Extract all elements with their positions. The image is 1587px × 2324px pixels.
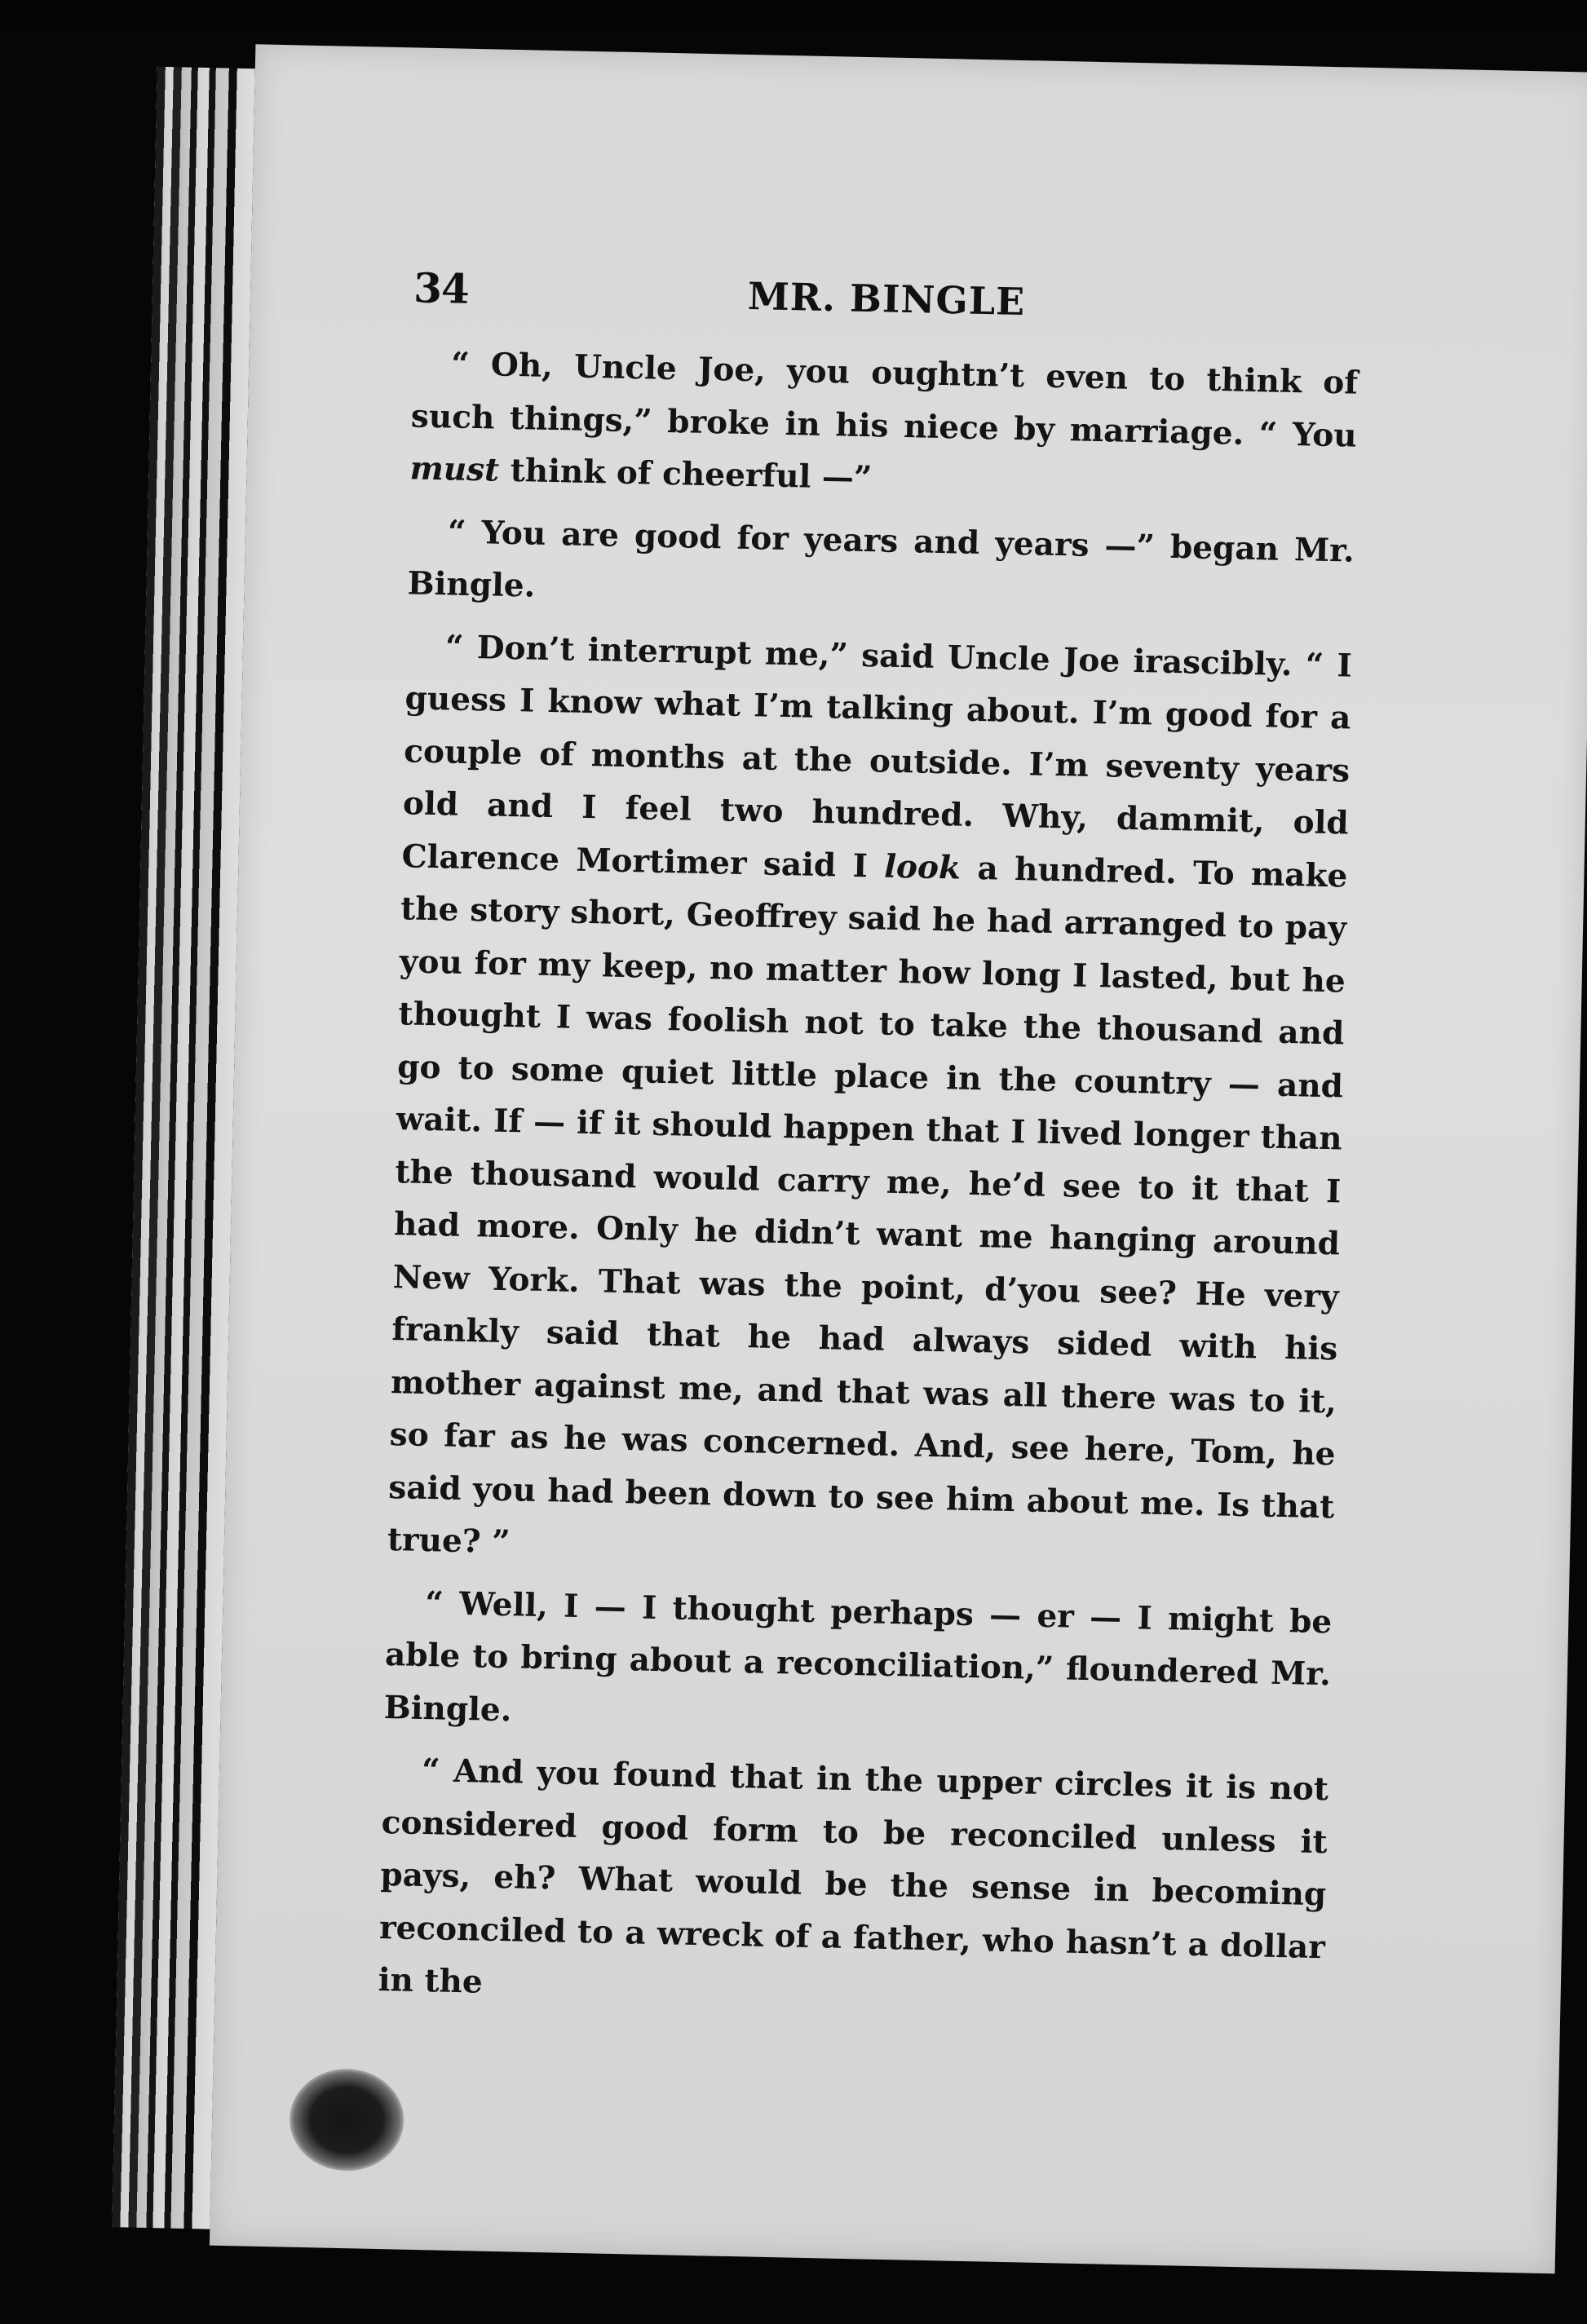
text-segment: “ You are good for years and years —” began Mr. Bingle.	[407, 512, 1355, 605]
book	[112, 42, 1587, 2273]
paragraph-1	[409, 337, 1359, 515]
paragraph-2	[407, 505, 1355, 630]
text-segment: “ And you found that in the upper circles it is not considered good form to be reconciled unless it pays, eh? What would be the sense in becoming reconciled to a wreck of a father, who hasn’t a dollar in the	[378, 1752, 1329, 2001]
text-segment: “ Well, I — I thought perhaps — er — I might be able to bring about a reconciliation,” floundered Mr. Bingle.	[383, 1584, 1333, 1729]
paragraph-5	[378, 1743, 1328, 2026]
page-number: 34	[413, 263, 470, 313]
text-segment: “ Don’t interrupt me,” said Uncle Joe irascibly. “ I guess I know what I’m talking about. I’m good for a couple of months at the outside. I’m seventy years old and I feel two hundred. Why, dammit, old Clarence Mortimer said I	[401, 627, 1353, 886]
paragraph-3	[387, 620, 1352, 1586]
book-title: MR. BINGLE	[747, 273, 1026, 325]
text-segment: think of cheerful —”	[498, 451, 873, 497]
paragraph-4	[383, 1576, 1333, 1754]
text-segment: a hundred. To make the story short, Geoffrey said he had arranged to pay you for my keep, no matter how long I lasted, but he thought I was foolish not to take the thousand and go to some quiet little place in the country — and wait. If — if it should happen that I lived longer than the thousand would carry me, he’d see to it that I had more. Only he didn’t want me hanging around New York. That was the point, d’you see? He very frankly said that he had always sided with his mother against me, and that was all there was to it, so far as he was concerned. And, see here, Tom, he said you had been down to see him about me. Is that true? ”	[387, 849, 1348, 1562]
text-segment: “ Oh, Uncle Joe, you oughtn’t even to think of such things,” broke in his niece by marriage. “ You	[410, 345, 1359, 455]
italic-text: look	[883, 847, 961, 887]
body-text	[378, 337, 1359, 2035]
italic-text: must	[409, 449, 500, 489]
